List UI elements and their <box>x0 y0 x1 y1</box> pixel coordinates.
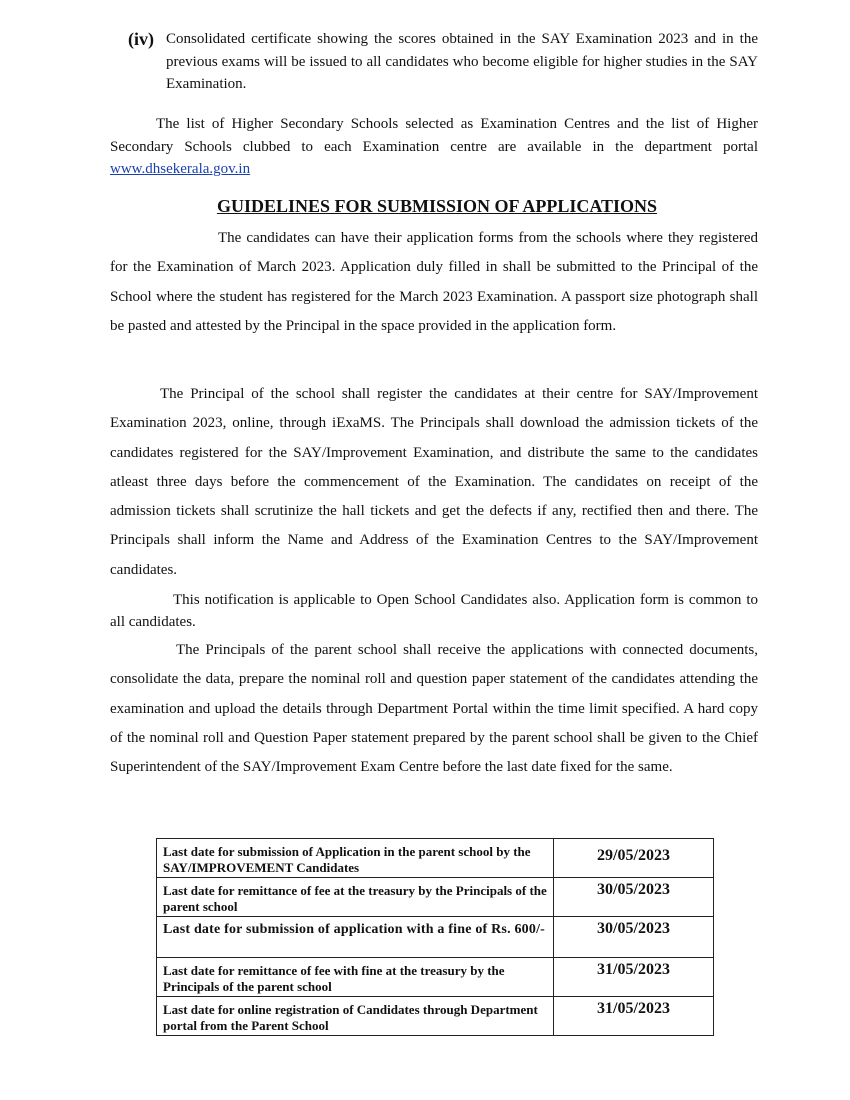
table-cell-label: Last date for submission of Application in the parent school by the SAY/IMPROVEMENT Candidates <box>157 839 554 878</box>
paragraph-application-forms: The candidates can have their application forms from the schools where they registered for the Examination of March 2023. Application duly filled in shall be submitted to the Principal of the School where the student has registered for the March 2023 Examination. A passport size photograph shall be pasted and attested by the Principal in the space provided in the application form. <box>110 230 758 334</box>
table-cell-label: Last date for remittance of fee at the treasury by the Principals of the parent school <box>157 878 554 917</box>
paragraph-parent-school: The Principals of the parent school shall receive the applications with connected documents, consolidate the data, prepare the nominal roll and question paper statement of the candidates attending the examination and upload the details through Department Portal within the time limit specified. A hard copy of the nominal roll and Question Paper statement prepared by the parent school shall be given to the Chief Superintendent of the SAY/Improvement Exam Centre before the last date fixed for the same. <box>110 642 758 776</box>
paragraph-principal-registration: The Principal of the school shall register the candidates at their centre for SAY/Improvement Examination 2023, online, through iExaMS. The Principals shall download the admission tickets of the candidates registered for the SAY/Improvement Examination, and distribute the same to the candidates atleast three days before the commencement of the Examination. The candidates on receipt of the admission tickets shall scrutinize the hall tickets and get the defects if any, rectified then and there. The Principals shall inform the Name and Address of the Examination Centres to the SAY/Improvement candidates. <box>110 386 758 578</box>
list-item-number: (iv) <box>128 29 154 49</box>
table-row <box>157 997 714 1036</box>
table-cell-label: Last date for remittance of fee with fine at the treasury by the Principals of the parent school <box>157 958 554 997</box>
paragraph-open-school: This notification is applicable to Open School Candidates also. Application form is common to all candidates. <box>110 592 758 630</box>
table-row <box>157 917 714 958</box>
last-dates-table <box>156 838 714 1036</box>
table-cell-label: Last date for submission of application with a fine of Rs. 600/- <box>157 917 554 958</box>
table-cell-date: 31/05/2023 <box>554 958 714 997</box>
exam-centres-paragraph <box>110 113 758 181</box>
department-portal-link[interactable]: www.dhsekerala.gov.in <box>110 161 251 177</box>
table-cell-label: Last date for online registration of Candidates through Department portal from the Parent School <box>157 997 554 1036</box>
table-cell-date: 30/05/2023 <box>554 917 714 958</box>
table-cell-date: 31/05/2023 <box>554 997 714 1036</box>
table-row <box>157 839 714 878</box>
table-row <box>157 958 714 997</box>
exam-centres-text: The list of Higher Secondary Schools selected as Examination Centres and the list of Higher Secondary Schools clubbed to each Examination centre are available in the department portal <box>110 116 758 155</box>
section-heading: GUIDELINES FOR SUBMISSION OF APPLICATIONS <box>216 196 658 216</box>
table-cell-date: 30/05/2023 <box>554 878 714 917</box>
list-item-text: Consolidated certificate showing the scores obtained in the SAY Examination 2023 and in the previous exams will be issued to all candidates who become eligible for higher studies in the SAY Examination. <box>166 31 758 92</box>
table-cell-date: 29/05/2023 <box>554 839 714 878</box>
table-row <box>157 878 714 917</box>
